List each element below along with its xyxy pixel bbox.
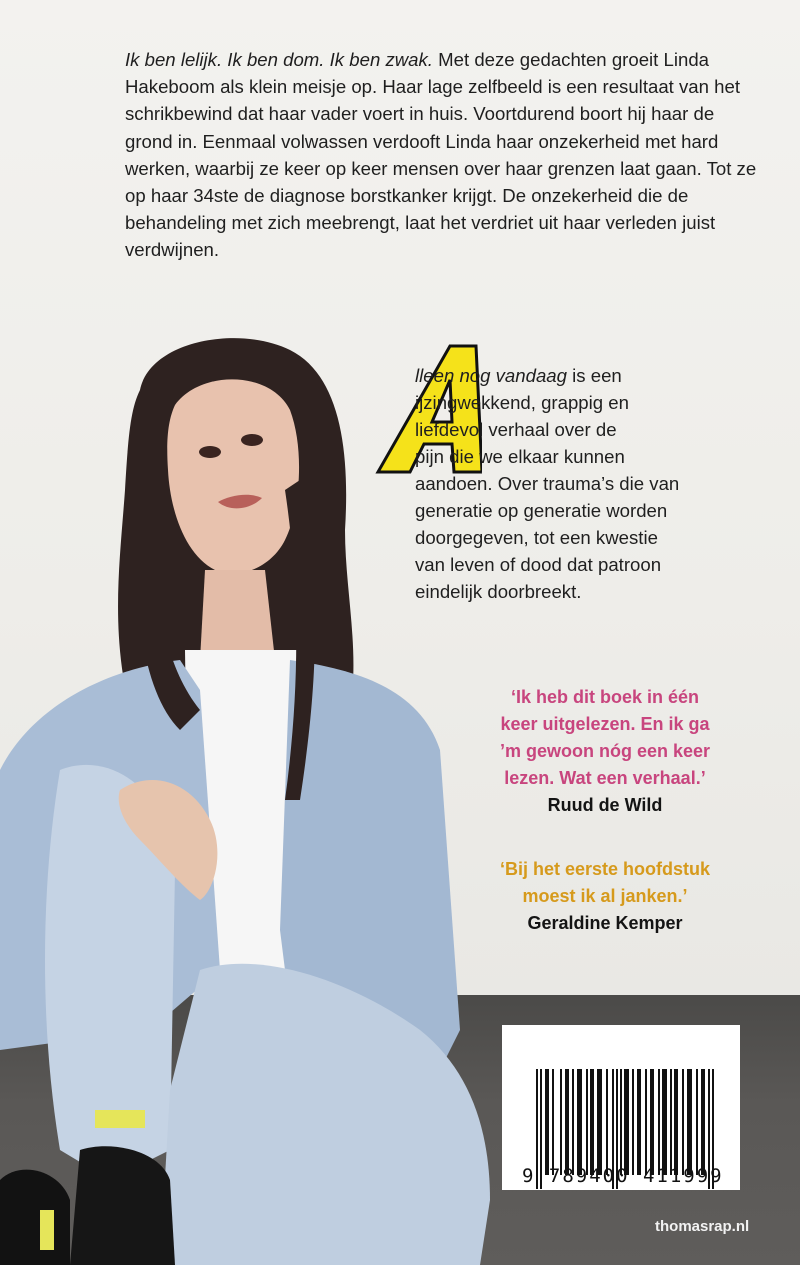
blurb-line: Linda Hakeboom als klein meisje op. Haar lage zelfbeeld is een — [125, 49, 710, 98]
publisher-url: thomasrap.nl — [655, 1218, 750, 1235]
review-quote-1 — [480, 684, 730, 819]
blurb-line: boort hij haar de grond in. Eenmaal volwassen verdooft Linda haar — [125, 103, 715, 152]
quote-author: Geraldine Kemper — [527, 913, 683, 933]
pitch-line: doorgegeven, tot een kwestie — [415, 527, 658, 548]
quote-line: moest ik al janken.’ — [522, 886, 688, 906]
blurb-line: onzekerheid met hard werken, waarbij ze keer op keer mensen over — [125, 130, 719, 179]
pitch-line-1 — [415, 362, 735, 389]
pitch-line: ijzingwekkend, grappig en — [415, 392, 629, 413]
quote-line: keer uitgelezen. En ik ga — [500, 714, 710, 734]
book-title-italic: lleen nog vandaag — [415, 365, 567, 386]
quote-line: lezen. Wat een verhaal.’ — [504, 768, 706, 788]
review-quote-2 — [480, 856, 730, 937]
pitch-line: eindelijk doorbreekt. — [415, 581, 582, 602]
pitch-line-text: is een — [566, 365, 622, 386]
pitch-line: liefdevol verhaal over de — [415, 419, 617, 440]
pitch-paragraph — [415, 362, 735, 605]
pitch-line: pijn die we elkaar kunnen — [415, 446, 625, 467]
blurb-line: krijgt. De onzekerheid die de behandeling met zich meebrengt, laat — [125, 185, 689, 234]
blurb-line: resultaat van het schrikbewind dat haar vader voert in huis. Voortdurend — [125, 76, 740, 125]
isbn-number: 9 789400 411999 — [522, 1165, 724, 1187]
isbn-barcode — [502, 1025, 740, 1190]
quote-author: Ruud de Wild — [547, 795, 663, 815]
blurb-line: het verdriet uit haar verleden juist verdwijnen. — [125, 212, 716, 261]
blurb-paragraph — [125, 46, 765, 264]
quote-line: ‘Bij het eerste hoofdstuk — [499, 859, 711, 879]
blurb-line: Met deze gedachten groeit — [438, 49, 659, 70]
pitch-line: generatie op generatie worden — [415, 500, 668, 521]
quote-line: ’m gewoon nóg een keer — [499, 741, 711, 761]
pitch-line: van leven of dood dat patroon — [415, 554, 662, 575]
pitch-line: aandoen. Over trauma’s die van — [415, 473, 680, 494]
blurb-line: haar grenzen laat gaan. Tot ze op haar 34ste de diagnose borstkanker — [125, 157, 757, 207]
blurb-italic-opening: Ik ben lelijk. Ik ben dom. Ik ben zwak. — [125, 49, 433, 70]
quote-line: ‘Ik heb dit boek in één — [510, 687, 700, 707]
